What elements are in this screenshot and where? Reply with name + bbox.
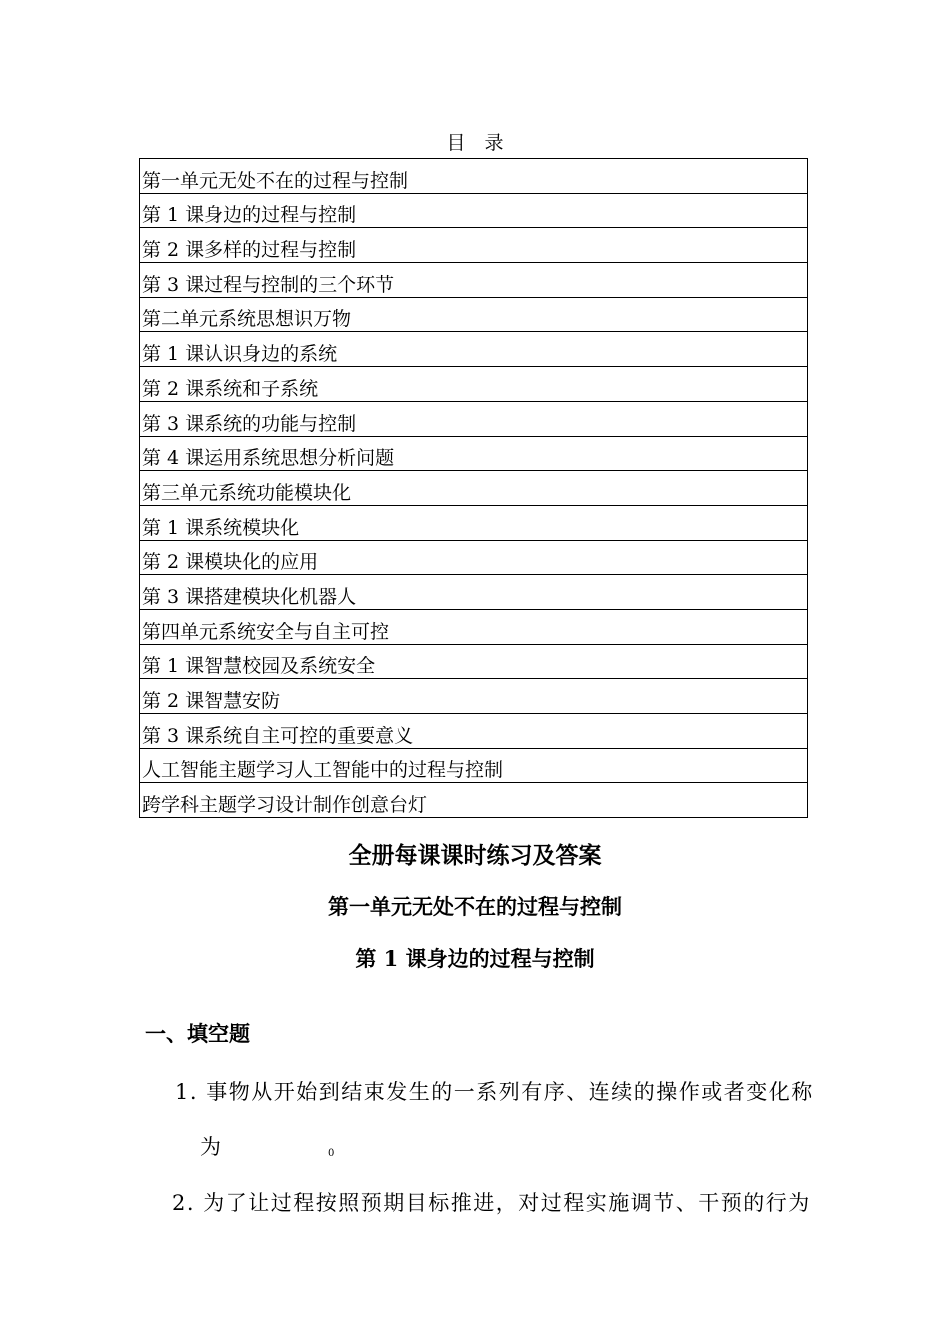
toc-item: 第 4 课运用系统思想分析问题: [140, 436, 808, 471]
toc-row: [140, 228, 808, 263]
answer-blank-mark: 0: [328, 1148, 335, 1159]
toc-row: [140, 505, 808, 540]
toc-row: [140, 332, 808, 367]
toc-item: 第 1 课智慧校园及系统安全: [140, 644, 808, 679]
toc-row: [140, 540, 808, 575]
toc-row: [140, 159, 808, 194]
toc-item: 第 1 课系统模块化: [140, 505, 808, 540]
toc-item: 第 3 课搭建模块化机器人: [140, 575, 808, 610]
section-heading: 一、填空题: [145, 1021, 250, 1046]
toc-item: 第 3 课系统的功能与控制: [140, 401, 808, 436]
toc-item: 第三单元系统功能模块化: [140, 471, 808, 506]
toc-row: [140, 609, 808, 644]
toc-item: 第二单元系统思想识万物: [140, 297, 808, 332]
toc-row: [140, 644, 808, 679]
toc-item: 第 3 课系统自主可控的重要意义: [140, 714, 808, 749]
toc-item: 跨学科主题学习设计制作创意台灯: [140, 783, 808, 818]
toc-item: 第一单元无处不在的过程与控制: [140, 159, 808, 194]
toc-row: [140, 263, 808, 298]
toc-row: [140, 193, 808, 228]
toc-row: [140, 471, 808, 506]
toc-row: [140, 714, 808, 749]
toc-item: 第 1 课身边的过程与控制: [140, 193, 808, 228]
toc-row: [140, 679, 808, 714]
toc-row: [140, 436, 808, 471]
toc-row: [140, 367, 808, 402]
toc-row: [140, 297, 808, 332]
toc-item: 第 2 课智慧安防: [140, 679, 808, 714]
toc-row: [140, 783, 808, 818]
question-2-line-1: 2. 为了让过程按照预期目标推进，对过程实施调节、干预的行为: [172, 1191, 811, 1215]
toc-item: 人工智能主题学习人工智能中的过程与控制: [140, 748, 808, 783]
toc-table: [139, 158, 808, 818]
toc-item: 第 3 课过程与控制的三个环节: [140, 263, 808, 298]
toc-item: 第 2 课系统和子系统: [140, 367, 808, 402]
toc-item: 第四单元系统安全与自主可控: [140, 609, 808, 644]
toc-item: 第 2 课多样的过程与控制: [140, 228, 808, 263]
main-heading: 全册每课课时练习及答案: [348, 842, 602, 869]
lesson-heading: 第 1 课身边的过程与控制: [355, 946, 595, 971]
toc-item: 第 2 课模块化的应用: [140, 540, 808, 575]
unit-heading: 第一单元无处不在的过程与控制: [328, 894, 622, 919]
question-1-line-1: 1. 事物从开始到结束发生的一系列有序、连续的操作或者变化称: [175, 1080, 814, 1104]
toc-row: [140, 575, 808, 610]
toc-row: [140, 401, 808, 436]
toc-title: 目 录: [446, 132, 504, 154]
question-1-line-2: 为: [200, 1135, 223, 1159]
toc-row: [140, 748, 808, 783]
toc-item: 第 1 课认识身边的系统: [140, 332, 808, 367]
